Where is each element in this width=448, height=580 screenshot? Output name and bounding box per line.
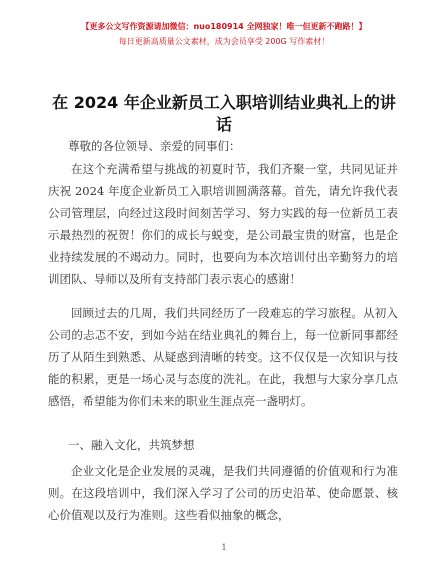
document-title: 在 2024 年企业新员工入职培训结业典礼上的讲话 (52, 93, 396, 134)
promo-banner (0, 20, 448, 49)
paragraph-3: 企业文化是企业发展的灵魂，是我们共同遵循的价值观和行为准则。在这段培训中，我们深入学习了公司的历史沿革、使命愿景、核心价值观以及行为准则。这些看似抽象的概念， (48, 464, 398, 522)
paragraph-3-block (48, 460, 398, 526)
paragraph-2-block (48, 302, 398, 412)
promo-banner-line-2: 每日更新高质量公文素材，成为会员享受 200G 写作素材！ (118, 37, 330, 46)
page-number: 1 (221, 543, 227, 552)
paragraph-1-block (48, 158, 398, 290)
paragraph-1: 在这个充满希望与挑战的初夏时节，我们齐聚一堂，共同见证并庆祝 2024 年度企业新员工入职培训圆满落幕。首先，请允许我代表公司管理层，向经过这段时间刻苦学习、努力实践的每一位新员工表示最热烈的祝贺！你们的成长与蜕变，是公司最宝贵的财富，也是企业持续发展的不竭动力。同时，也要向为本次培训付出辛勤努力的培训团队、导师以及所有支持部门表示衷心的感谢！ (48, 162, 398, 286)
greeting: 尊敬的各位领导、亲爱的同事们： (68, 139, 241, 153)
section-heading: 一、融入文化，共筑梦想 (68, 438, 195, 452)
paragraph-2: 回顾过去的几周，我们共同经历了一段难忘的学习旅程。从初入公司的忐忑不安，到如今站在结业典礼的舞台上，每一位新同事都经历了从陌生到熟悉、从疑惑到清晰的转变。这不仅仅是一次知识与技能的积累，更是一场心灵与态度的洗礼。在此，我想与大家分享几点感悟，希望能为你们未来的职业生涯点亮一盏明灯。 (48, 306, 398, 408)
promo-banner-line-1: 【更多公文写作资源请加微信：nuo180914 全网独家！唯一但更新不跑路！】 (81, 22, 367, 31)
